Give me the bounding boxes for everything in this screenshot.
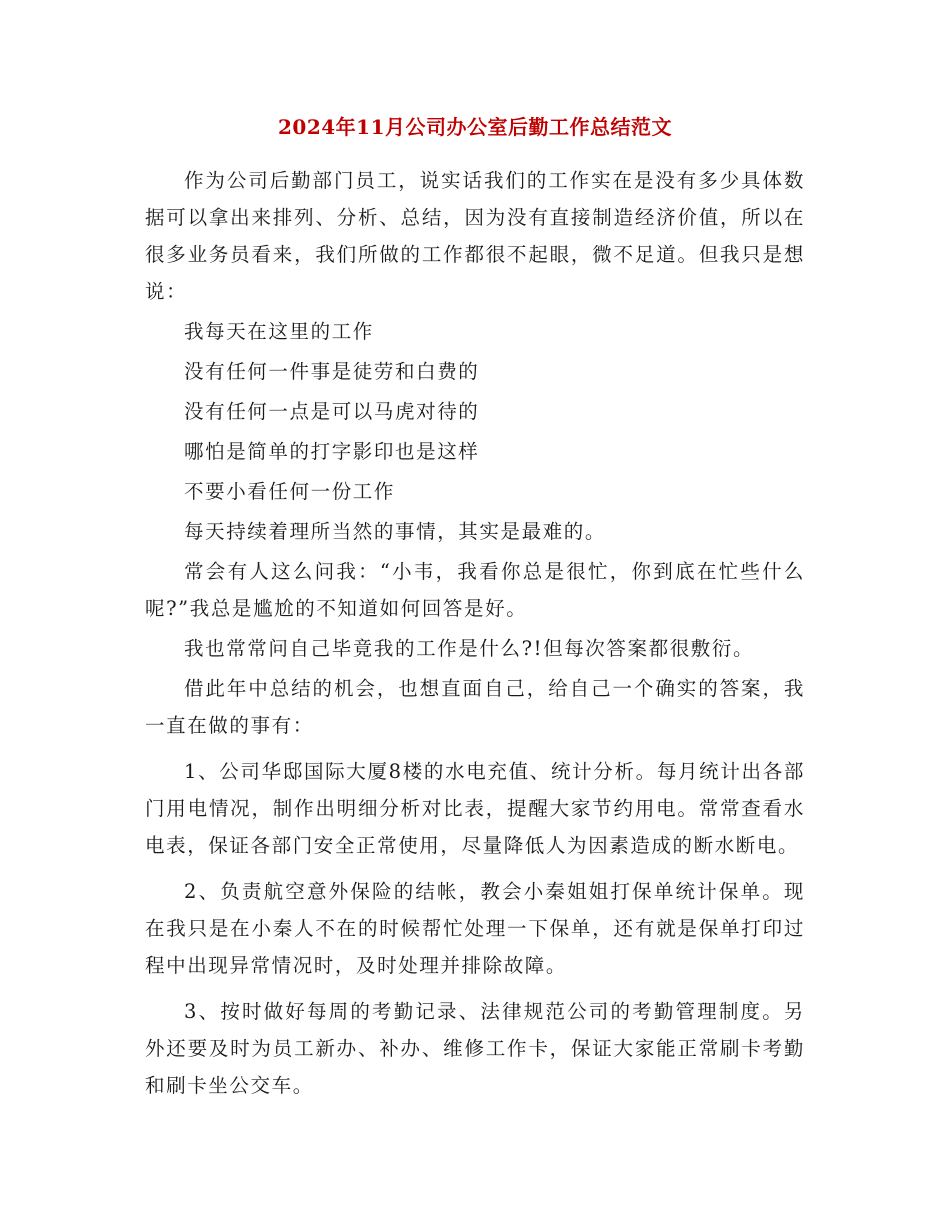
paragraph-line-2: 没有任何一件事是徒劳和白费的 [184, 360, 480, 383]
paragraph-question: 常会有人这么问我：“小韦，我看你总是很忙，你到底在忙些什么呢?”我总是尴尬的不知道如何回答是好。 [145, 560, 805, 620]
document-title: 2024年11月公司办公室后勤工作总结范文 [278, 115, 672, 139]
paragraph-reflection: 我也常常问自己毕竟我的工作是什么?!但每次答案都很敷衍。 [184, 637, 755, 660]
paragraph-item-3: 3、按时做好每周的考勤记录、法律规范公司的考勤管理制度。另外还要及时为员工新办、补办、维修工作卡，保证大家能正常刷卡考勤和刷卡坐公交车。 [145, 1000, 805, 1097]
paragraph-line-1: 我每天在这里的工作 [184, 320, 374, 343]
paragraph-intro: 作为公司后勤部门员工，说实话我们的工作实在是没有多少具体数据可以拿出来排列、分析、总结，因为没有直接制造经济价值，所以在很多业务员看来，我们所做的工作都很不起眼，微不足道。但我只是想说： [145, 169, 805, 303]
paragraph-line-3: 没有任何一点是可以马虎对待的 [184, 400, 480, 423]
document-page [145, 112, 805, 1104]
paragraph-line-4: 哪怕是简单的打字影印也是这样 [184, 440, 480, 463]
paragraph-item-2: 2、负责航空意外保险的结帐，教会小秦姐姐打保单统计保单。现在我只是在小秦人不在的时候帮忙处理一下保单，还有就是保单打印过程中出现异常情况时，及时处理并排除故障。 [145, 880, 805, 977]
paragraph-line-5: 不要小看任何一份工作 [184, 480, 396, 503]
paragraph-item-1: 1、公司华邸国际大厦8楼的水电充值、统计分析。每月统计出各部门用电情况，制作出明细分析对比表，提醒大家节约用电。常常查看水电表，保证各部门安全正常使用，尽量降低人为因素造成的断水断电。 [145, 760, 805, 857]
paragraph-summary-intro: 借此年中总结的机会，也想直面自己，给自己一个确实的答案，我一直在做的事有： [145, 677, 805, 737]
paragraph-line-6: 每天持续着理所当然的事情，其实是最难的。 [184, 520, 607, 543]
